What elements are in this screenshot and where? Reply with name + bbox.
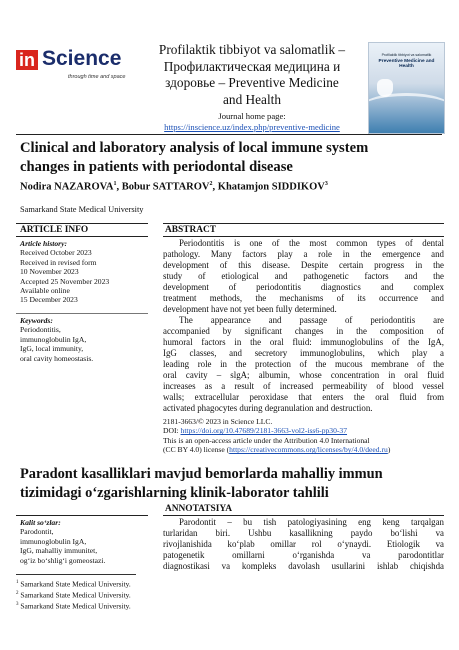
keywords-block [20,316,138,363]
uz-keyword-line: og‘iz bo‘shlig‘i gomeostazi. [20,555,106,565]
author-name: Nodira NAZAROVA [20,181,114,193]
article-info-heading: ARTICLE INFO [20,225,89,235]
license-prefix: (CC BY 4.0) license ( [163,445,230,455]
logo-tagline: through time and space [68,74,126,80]
keywords-label: Keywords: [20,316,53,325]
footnote-text: Samarkand State Medical University. [20,601,131,611]
homepage-link[interactable]: https://inscience.uz/index.php/preventive-medicine [164,122,340,132]
history-label: Article history: [20,239,68,248]
keywords-rule [16,313,148,314]
abstract-line: pathology. Many factors play a role in the emergence and [163,249,444,260]
journal-title-line: and Health [223,91,281,107]
abstract-line: study of etiological and pathogenetic factors and the [163,271,444,282]
uz-keywords-label: Kalit so‘zlar: [20,518,61,527]
abstract-head-rule [163,236,444,237]
journal-title-line: Профилактическая медицина и [163,58,341,74]
affiliation: Samarkand State Medical University [20,205,144,214]
header-divider [16,134,442,135]
footnotes [16,578,131,611]
title-line: Clinical and laboratory analysis of local immune system [20,140,369,156]
cover-line: Profilaktik tibbiyot va salomatlik [381,53,432,57]
author-sup: 3 [324,181,328,187]
abstract-line: accompanied by significant changes in the composition of [163,326,444,337]
logo-in-mark: in [16,50,38,70]
publication-info [163,417,444,455]
annotation-line: diagnostikasi va kompleks davolash usullarini ishlab chiqishda [163,561,444,572]
author-sup: 2 [209,181,213,187]
article-history [20,239,138,305]
annotation-rule [163,515,444,516]
inscience-logo [16,44,128,94]
journal-title-line: Profilaktik tibbiyot va salomatlik – [158,42,346,57]
footnote-text: Samarkand State Medical University. [20,579,131,589]
history-line: Received in revised form [20,257,97,267]
author-list: Nodira NAZAROVA$^1$, Bobur SATTAROV$^2$, Khatamjon SIDDIKOV$^3$ [20,181,328,193]
info-head-rule [16,236,148,237]
abstract-line: oral cavity – slgA; albumin, whose concentration in oral fluid [163,370,444,381]
title-line: changes in patients with periodontal disease [20,158,293,175]
abstract-line: development of this disease. Despite certain progress in the [163,260,444,271]
annotation-paragraph [163,517,444,572]
abstract-line: IgG classes, and secretory immunoglobulins, which play a [163,348,444,359]
footnote-sup: 3 [16,602,19,608]
abstract-heading: ABSTRACT [165,225,217,235]
footnote [16,589,131,600]
author-name: Bobur SATTAROV [121,181,210,193]
abstract-line: activated phagocytes during degranulation and destruction. [163,403,373,414]
uz-keyword-line: Parodontit, [20,527,54,537]
annotation-line: rivojlanishida ko‘plab omillar rol o‘ynaydi. Etiologik va [163,539,444,550]
issn-line: 2181-3663/© 2023 in Science LLC. [163,417,273,426]
keyword-line: IgG, local immunity, [20,344,84,354]
author-sup: 1 [113,181,117,187]
author-name: Khatamjon SIDDIKOV [217,181,325,193]
abstract-top-rule [163,223,444,224]
doi-label: DOI: [163,426,181,436]
journal-title-line: здоровье – Preventive Medicine [165,75,339,90]
cover-title: Preventive Medicine and Health [378,59,435,69]
license-suffix: ) [387,445,391,455]
footnote-text: Samarkand State Medical University. [20,590,131,600]
footnote [16,578,131,589]
uz-keyword-line: IgG, mahalliy immunitet, [20,546,98,556]
journal-header [143,42,361,133]
abstract-line: The appearance and passage of periodontitis are [179,315,444,325]
doi-line [163,426,444,435]
history-line: 15 December 2023 [20,295,78,305]
uzbek-title-line: tizimidagi o‘zgarishlarning klinik-laborator tahlili [20,484,329,501]
abstract-line: humoral factors in the oral fluid: immunoglobulins of the IgA, [163,337,444,348]
uzbek-title [20,465,445,502]
footnote-rule [16,574,136,575]
abstract-line: increases as a result of increased permeability of blood vessel [163,381,444,392]
abstract-line: development of periodontitis diagnostics and complex [163,282,444,293]
history-line: Available online [20,286,70,296]
doi-link[interactable]: https://doi.org/10.47689/2181-3663-vol2-iss6-pp30-37 [180,426,348,436]
annotation-line: Parodontit – bu tish patologiyasining eng keng tarqalgan [179,517,444,527]
abstract-line: walls; extracellular peroxidase that enters the oral fluid from [163,392,444,403]
license-link[interactable]: https://creativecommons.org/licenses/by/4.0/deed.ru [229,445,388,455]
footnote-sup: 1 [16,580,19,585]
history-line: 10 November 2023 [20,267,79,277]
footnote-sup: 2 [16,591,19,597]
keyword-line: Periodontitis, [20,325,61,335]
journal-cover-image [368,42,445,134]
abstract-line: leading role in the protection of the mucous membrane of the [163,359,444,370]
uz-keywords-rule [16,515,148,516]
license-line [163,445,444,454]
footnote [16,600,131,611]
abstract-line: treatment methods, the mechanisms of its occurrence and [163,293,444,304]
history-line: Received October 2023 [20,248,92,258]
abstract-line: development have not yet been fully determined. [163,304,337,315]
annotation-heading: ANNOTATSIYA [165,504,233,514]
info-top-rule [16,223,148,224]
license-line: This is an open-access article under the Attribution 4.0 International [163,435,370,445]
article-title [20,139,440,176]
uz-keywords-block [20,518,138,565]
homepage-label: Journal home page: [218,111,286,121]
uz-keyword-line: immunoglobulin IgA, [20,536,87,546]
history-line: Accepted 25 November 2023 [20,276,110,286]
annotation-line: turlaridan biri. Ushbu kasallikning paydo bo‘lishi va [163,528,444,539]
abstract-line: Periodontitis is one of the most common types of dental [179,238,444,248]
abstract-paragraph-1 [163,238,444,315]
logo-science-word: Science [42,47,122,70]
cover-swoosh [368,93,445,126]
keyword-line: immunoglobulin IgA, [20,334,87,344]
annotation-line: patogenetik omillarni o‘rganishda va parodontitlar [163,550,444,561]
abstract-paragraph-2 [163,315,444,414]
uzbek-title-line: Paradont kasalliklari mavjud bemorlarda mahalliy immun [20,466,383,482]
keyword-line: oral cavity homeostasis. [20,353,94,363]
